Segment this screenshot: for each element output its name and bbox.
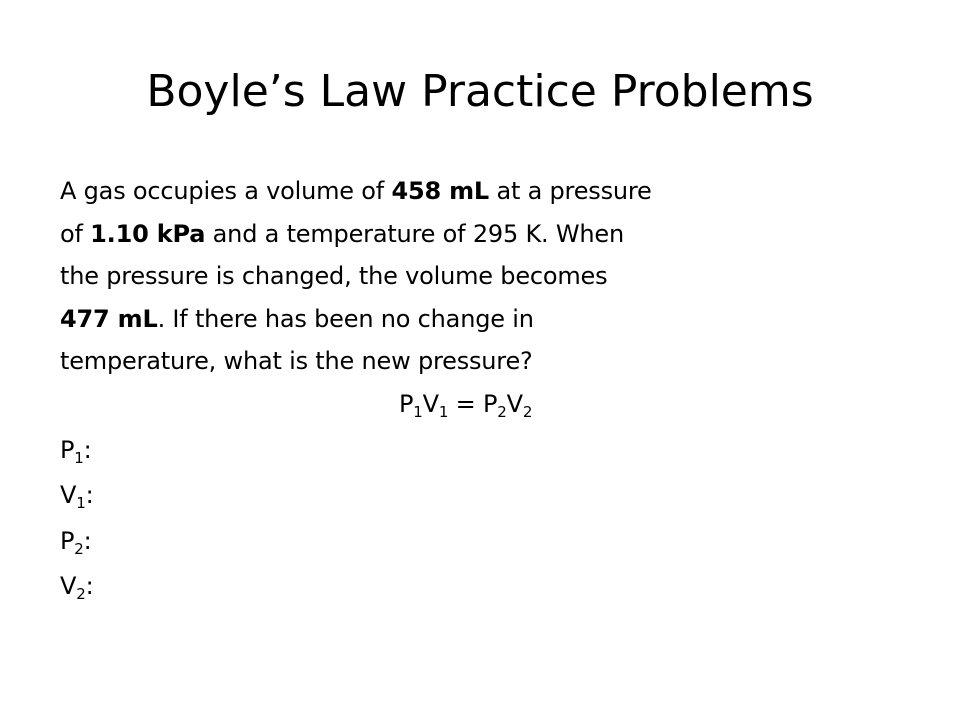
problem-line-1 <box>60 170 760 213</box>
formula-p: P <box>482 389 498 418</box>
formula-sub: 2 <box>522 402 533 421</box>
formula-equals: = <box>448 389 483 418</box>
variable-symbol: V <box>60 572 77 601</box>
formula-sub: 1 <box>413 402 423 421</box>
problem-line-5: temperature, what is the new pressure? <box>60 347 533 376</box>
variable-symbol: V <box>60 481 77 510</box>
variable-subscript: 2 <box>74 539 84 558</box>
problem-text: and a temperature of 295 K. When <box>205 219 624 248</box>
problem-body <box>60 170 760 611</box>
formula-p: P <box>399 389 414 418</box>
variable-subscript: 2 <box>76 585 86 604</box>
problem-line-3: the pressure is changed, the volume becomes <box>60 262 608 291</box>
variable-subscript: 1 <box>76 494 86 513</box>
variable-symbol: P <box>60 435 75 464</box>
problem-text: at a pressure <box>489 177 652 205</box>
variable-colon: : <box>83 526 92 555</box>
initial-pressure: 1.10 kPa <box>90 219 206 248</box>
variable-symbol: P <box>60 526 75 555</box>
variable-subscript: 1 <box>74 448 84 467</box>
formula-v: V <box>506 389 523 418</box>
problem-text: of <box>60 219 91 248</box>
variable-colon: : <box>85 572 94 601</box>
formula-sub: 1 <box>438 402 449 421</box>
formula-sub: 2 <box>497 402 507 421</box>
variable-p2 <box>60 520 760 566</box>
formula-v: V <box>422 389 439 418</box>
problem-line-4 <box>60 298 760 341</box>
problem-line-2 <box>60 213 760 256</box>
variable-v1 <box>60 474 760 520</box>
variable-p1 <box>60 429 760 475</box>
final-volume: 477 mL <box>60 304 158 333</box>
problem-text: A gas occupies a volume of <box>60 177 392 205</box>
variable-colon: : <box>85 481 94 510</box>
slide-title: Boyle’s Law Practice Problems <box>146 66 814 117</box>
initial-volume: 458 mL <box>391 177 490 205</box>
variable-v2 <box>60 565 760 611</box>
problem-text: . If there has been no change in <box>157 304 534 333</box>
variable-colon: : <box>83 435 92 464</box>
boyles-law-formula <box>60 383 760 429</box>
